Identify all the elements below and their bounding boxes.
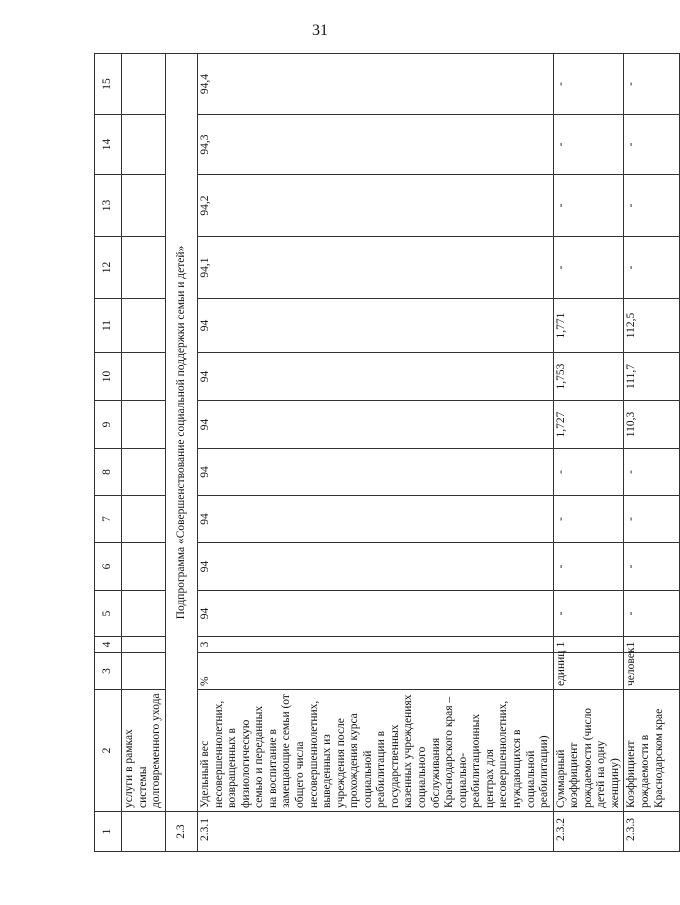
continuation-row [122,54,166,852]
row-name: Коэффициент рождаемости в Краснодарском крае [624,690,680,812]
row-value: - [624,591,680,637]
col-header-3: 3 [95,653,122,690]
col-header-11: 11 [95,299,122,353]
row-value: - [553,237,624,299]
row-value: 111,7 [624,353,680,401]
row-value: 1,727 [553,401,624,449]
row-value: - [624,175,680,237]
row-value: 94 [198,401,554,449]
row-value: 94 [198,496,554,543]
col-header-15: 15 [95,54,122,115]
table-row [553,54,624,852]
row-name: Суммарный коэффициент рождаемости (число детей на одну женщину) [553,690,624,812]
row-value: - [553,449,624,496]
continuation-name: услуги в рамках системы долговременного ухода [122,690,166,812]
row-value: - [553,54,624,115]
row-value: - [624,496,680,543]
row-value: - [553,543,624,591]
row-value: 1,771 [553,299,624,353]
page-number: 31 [312,22,328,39]
row-value: 94,4 [198,54,554,115]
row-value: - [624,54,680,115]
row-value: - [553,496,624,543]
row-num: 2.3.2 [553,812,624,852]
row-value: 1,753 [553,353,624,401]
row-value: - [553,115,624,175]
row-value: 94,3 [198,115,554,175]
col-header-6: 6 [95,543,122,591]
table-row [624,54,680,852]
row-value: 94 [198,353,554,401]
col-header-14: 14 [95,115,122,175]
col-header-10: 10 [95,353,122,401]
continuation-num [122,812,166,852]
col-header-12: 12 [95,237,122,299]
row-value: 94 [198,543,554,591]
col-header-9: 9 [95,401,122,449]
row-unit: единиц [553,653,624,690]
row-status: 3 [198,637,554,653]
row-num: 2.3.1 [198,812,554,852]
row-value: 94,2 [198,175,554,237]
row-value: - [553,175,624,237]
subprogram-num: 2.3 [166,812,198,852]
col-header-4: 4 [95,637,122,653]
table-row [198,54,554,852]
row-value: 110,3 [624,401,680,449]
row-num: 2.3.3 [624,812,680,852]
indicators-table [94,53,680,852]
row-value: - [624,449,680,496]
row-value: 94 [198,449,554,496]
col-header-1: 1 [95,812,122,852]
row-value: 94 [198,299,554,353]
col-header-13: 13 [95,175,122,237]
row-value: - [553,591,624,637]
col-header-8: 8 [95,449,122,496]
header-row [95,54,122,852]
subprogram-title: Подпрограмма «Совершенствование социальной поддержки семьи и детей» [166,54,198,812]
rotated-table-frame [94,54,665,852]
row-unit: человек [624,653,680,690]
col-header-2: 2 [95,690,122,812]
col-header-7: 7 [95,496,122,543]
row-value: 94 [198,591,554,637]
row-value: - [624,237,680,299]
row-status: 1 [553,637,624,653]
subprogram-row [166,54,198,852]
row-value: 112,5 [624,299,680,353]
row-value: - [624,543,680,591]
row-status: 1 [624,637,680,653]
row-value: 94,1 [198,237,554,299]
row-unit: % [198,653,554,690]
row-name: Удельный вес несовершеннолетних, возвращенных в физиологическую семью и переданных на воспитание в замещающие семьи (от общего числа несовершеннолетних, выведенных из учреждения после прохождения курса социальной реабилитации в государственных казенных учреждениях социального обслуживания Краснодарского края – социально-реабилитационных центрах для несовершеннолетних, нуждающихся в социальной реабилитации) [198,690,554,812]
row-value: - [624,115,680,175]
col-header-5: 5 [95,591,122,637]
